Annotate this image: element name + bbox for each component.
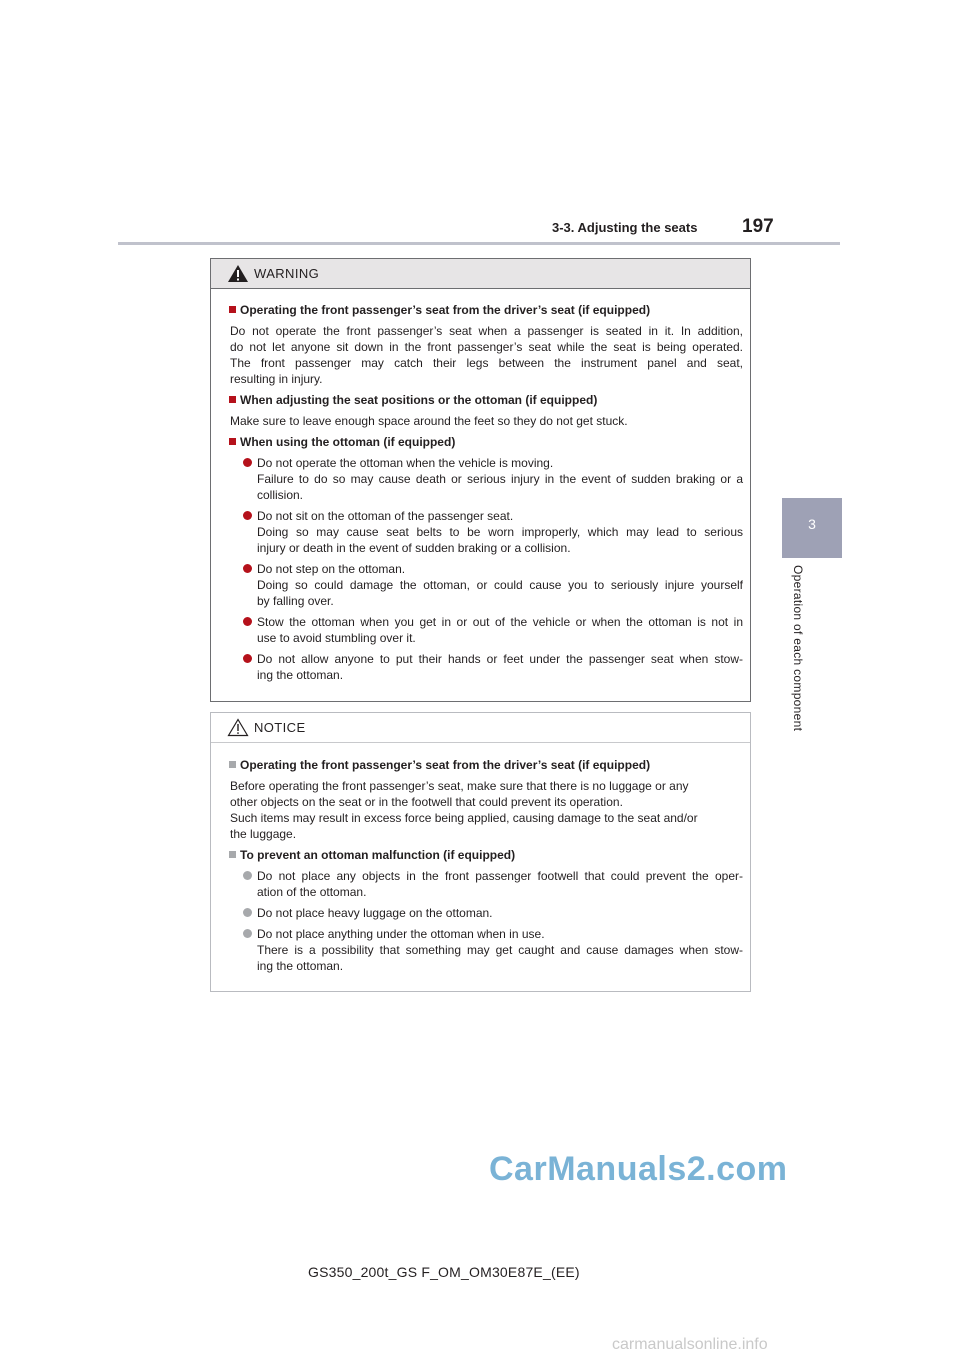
round-bullet-icon [243, 617, 252, 626]
bullet-list [229, 455, 743, 683]
notice-topic [229, 757, 743, 842]
topic-title: Operating the front passenger’s seat from the driver’s seat (if equipped) [229, 302, 743, 318]
square-bullet-icon [229, 438, 236, 445]
warning-topic [229, 392, 743, 429]
square-bullet-icon [229, 396, 236, 403]
document-code: GS350_200t_GS F_OM_OM30E87E_(EE) [308, 1264, 580, 1280]
topic-title: To prevent an ottoman malfunction (if equipped) [229, 847, 743, 863]
section-title: 3-3. Adjusting the seats [552, 220, 698, 235]
topic-text: Do not operate the front passenger’s seat when a passenger is seated in it. In addition, do not let anyone sit down in the front passenger’s seat while the seat is being operated. The front passenger may catch their legs between the instrument panel and seat, resulting in injury. [230, 324, 743, 386]
topic-text: Before operating the front passenger’s seat, make sure that there is no luggage or any other objects on the seat or in the footwell that could prevent its operation. Such items may result in excess force being applied, causing damage to the seat and/or the luggage. [230, 779, 698, 841]
notice-box [210, 712, 751, 992]
notice-label: NOTICE [254, 720, 306, 735]
round-bullet-icon [243, 564, 252, 573]
topic-title: Operating the front passenger’s seat from the driver’s seat (if equipped) [229, 757, 743, 773]
warning-topic [229, 434, 743, 683]
round-bullet-icon [243, 654, 252, 663]
notice-topic [229, 847, 743, 974]
warning-triangle-icon [227, 264, 249, 283]
list-item: Do not allow anyone to put their hands or feet under the passenger seat when stow- ing the ottoman. [229, 651, 743, 683]
warning-box [210, 258, 751, 702]
topic-text: Make sure to leave enough space around the feet so they do not get stuck. [230, 414, 628, 428]
list-item: Do not sit on the ottoman of the passenger seat. Doing so may cause seat belts to be worn improperly, which may lead to serious injury or death in the event of sudden braking or a collision. [229, 508, 743, 556]
watermark-url: carmanualsonline.info [612, 1336, 768, 1353]
square-bullet-icon [229, 761, 236, 768]
topic-title: When adjusting the seat positions or the ottoman (if equipped) [229, 392, 743, 408]
chapter-number: 3 [808, 516, 816, 532]
header-rule [118, 242, 840, 245]
topic-title: When using the ottoman (if equipped) [229, 434, 743, 450]
square-bullet-icon [229, 306, 236, 313]
round-bullet-icon [243, 511, 252, 520]
round-bullet-icon [243, 871, 252, 880]
warning-label: WARNING [254, 266, 320, 281]
warning-header [211, 259, 750, 289]
list-item: Do not place any objects in the front passenger footwell that could prevent the oper- ation of the ottoman. [229, 868, 743, 900]
warning-body [211, 289, 750, 683]
notice-header [211, 713, 750, 743]
chapter-label: Operation of each component [791, 565, 805, 732]
warning-topic [229, 302, 743, 387]
list-item: Stow the ottoman when you get in or out of the vehicle or when the ottoman is not in use to avoid stumbling over it. [229, 614, 743, 646]
round-bullet-icon [243, 458, 252, 467]
notice-body [211, 743, 750, 974]
page-number: 197 [742, 216, 774, 237]
bullet-list [229, 868, 743, 974]
round-bullet-icon [243, 929, 252, 938]
square-bullet-icon [229, 851, 236, 858]
caution-triangle-outline-icon [227, 718, 249, 737]
watermark-logo: CarManuals2.com [489, 1150, 788, 1188]
round-bullet-icon [243, 908, 252, 917]
list-item: Do not place anything under the ottoman when in use. There is a possibility that something may get caught and cause damages when stow- ing the ottoman. [229, 926, 743, 974]
chapter-tab [782, 498, 842, 558]
list-item: Do not place heavy luggage on the ottoman. [229, 905, 743, 921]
list-item: Do not operate the ottoman when the vehicle is moving. Failure to do so may cause death or serious injury in the event of sudden braking or a collision. [229, 455, 743, 503]
list-item: Do not step on the ottoman. Doing so could damage the ottoman, or could cause you to seriously injure yourself by falling over. [229, 561, 743, 609]
